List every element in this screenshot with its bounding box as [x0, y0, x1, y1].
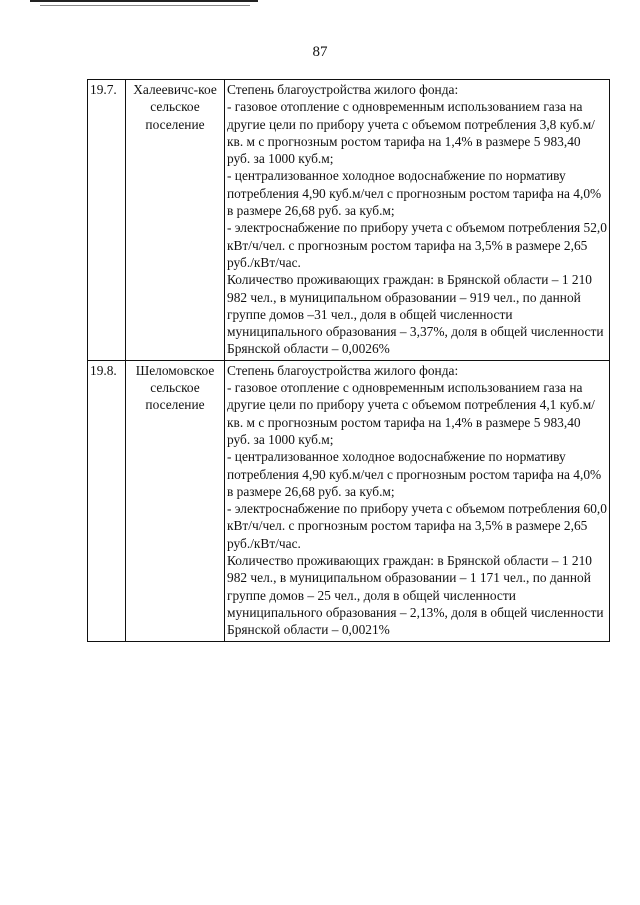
electricity-text: - электроснабжение по прибору учета с объемом потребления 52,0 кВт/ч/чел. с прогнозным ростом тарифа на 3,5% в размере 2,65 руб./кВт/час.: [227, 220, 607, 270]
residents-text: Количество проживающих граждан: в Брянской области – 1 210 982 чел., в муниципальном образовании – 1 171 чел., по данной группе домов – 25 чел., доля в общей численности муниципального образования – 2,13%, доля в общей численности Брянской области – 0,0021%: [227, 553, 604, 638]
amenities-title: Степень благоустройства жилого фонда:: [227, 362, 459, 378]
row-description: [225, 360, 610, 641]
amenities-title: Степень благоустройства жилого фонда:: [227, 82, 459, 97]
settlement-name: Халеевичс-кое сельское поселение: [126, 80, 225, 361]
row-number: 19.8.: [88, 360, 126, 641]
electricity-text: - электроснабжение по прибору учета с объемом потребления 60,0 кВт/ч/чел. с прогнозным ростом тарифа на 3,5% в размере 2,65 руб./кВт/час.: [227, 501, 607, 551]
row-description: [225, 80, 610, 361]
page-number: 87: [312, 44, 328, 60]
gas-heating-text: - газовое отопление с одновременным использованием газа на другие цели по прибору учета с объемом потребления 4,1 куб.м/кв. м с прогнозным ростом тарифа на 1,4% в размере 5 983,40 руб. за 1000 куб.м;: [227, 380, 595, 447]
table-row: [88, 80, 610, 361]
water-supply-text: - централизованное холодное водоснабжение по нормативу потребления 4,90 куб.м/чел с прогнозным ростом тарифа на 4,0% в размере 26,68 руб. за куб.м;: [227, 449, 602, 499]
residents-text: Количество проживающих граждан: в Брянской области – 1 210 982 чел., в муниципальном образовании – 919 чел., по данной группе домов –31 чел., доля в общей численности муниципального образования – 3,37%, доля в общей численности Брянской области – 0,0026%: [227, 272, 604, 357]
header-rule: [30, 0, 258, 2]
table-row: [88, 360, 610, 641]
water-supply-text: - централизованное холодное водоснабжение по нормативу потребления 4,90 куб.м/чел с прогнозным ростом тарифа на 4,0% в размере 26,68 руб. за куб.м;: [227, 168, 602, 219]
header-rule-faint: [40, 5, 250, 6]
row-number: 19.7.: [88, 80, 126, 361]
gas-heating-text: - газовое отопление с одновременным использованием газа на другие цели по прибору учета с объемом потребления 3,8 куб.м/кв. м с прогнозным ростом тарифа на 1,4% в размере 5 983,40 руб. за 1000 куб.м;: [227, 99, 595, 167]
settlement-name: Шеломовское сельское поселение: [126, 360, 225, 641]
settlement-table: [87, 79, 610, 642]
